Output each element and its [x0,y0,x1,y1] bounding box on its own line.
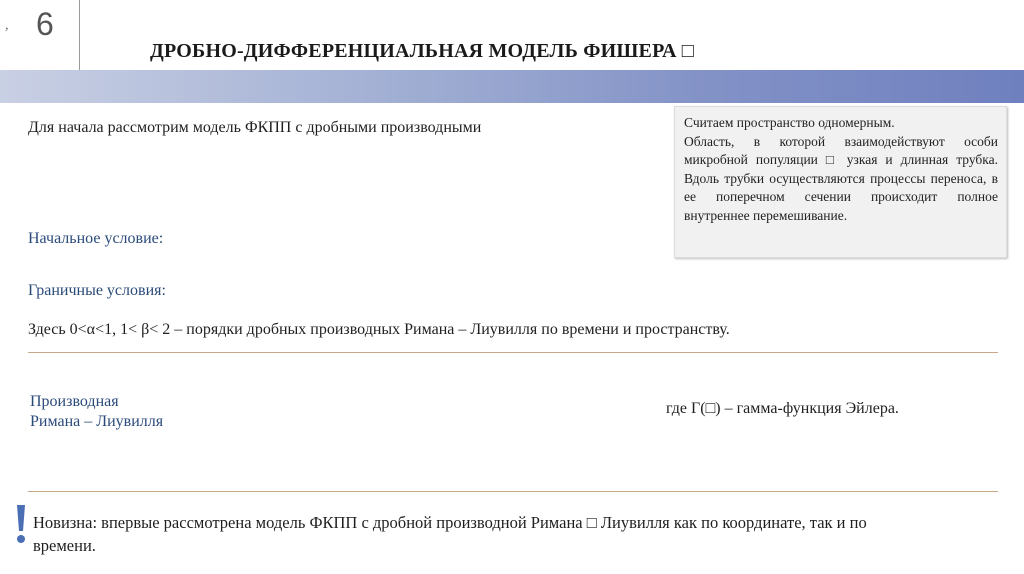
info-box-text: Считаем пространство одномерным. Область, в которой взаимодействуют особи микробной популяции □ узкая и длинная трубка. Вдоль трубки осуществляются процессы переноса, в ее поперечном сечении происходит полное внутреннее перемешивание. [684,115,998,223]
tick-mark: , [5,18,9,33]
boundary-conditions-label: Граничные условия: [28,282,166,299]
gamma-note: где Г(□) – гамма-функция Эйлера. [666,400,899,417]
header-band [0,70,1024,103]
intro-text: Для начала рассмотрим модель ФКПП с дробными производными [28,119,482,136]
orders-note: Здесь 0<α<1, 1< β< 2 – порядки дробных производных Римана – Лиувилля по времени и пространству. [28,321,730,338]
exclamation-icon [14,503,28,545]
initial-condition-label: Начальное условие: [28,230,164,247]
derivative-label-line2: Римана – Лиувилля [30,413,164,430]
derivative-label-line1: Производная [30,393,119,410]
divider-top [28,352,998,353]
slide-number: 6 [36,6,54,42]
novelty-text: Новизна: впервые рассмотрена модель ФКПП с дробной производной Римана □ Лиувилля как по координате, так и по времени. [33,513,867,555]
info-box [674,106,1007,258]
divider-bottom [28,491,998,492]
slide-title: ДРОБНО-ДИФФЕРЕНЦИАЛЬНАЯ МОДЕЛЬ ФИШЕРА □ [150,40,695,62]
header-divider [79,0,80,72]
